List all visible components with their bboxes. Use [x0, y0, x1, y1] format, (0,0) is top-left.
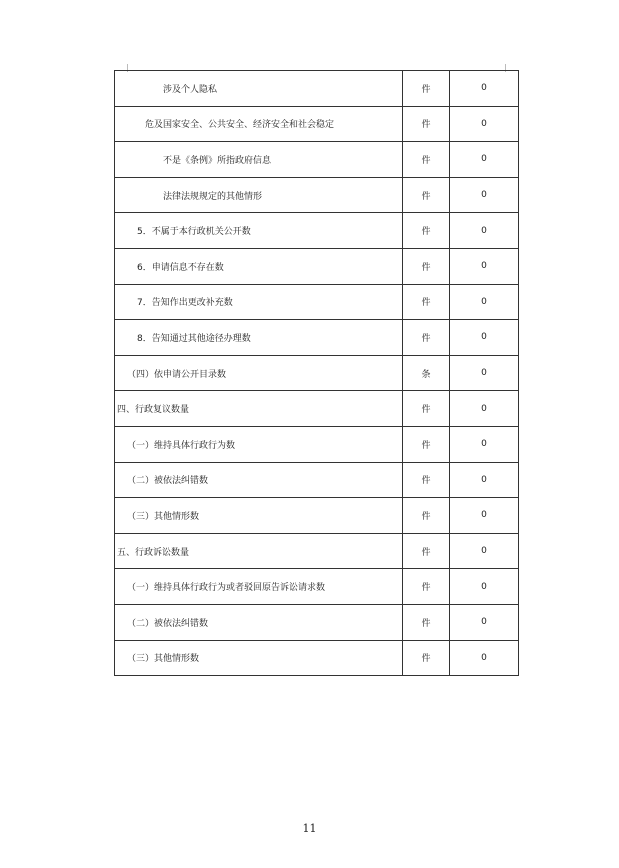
- row-value: 0: [450, 391, 519, 427]
- row-unit: 件: [403, 320, 450, 356]
- row-unit: 件: [403, 106, 450, 142]
- table-row: [115, 142, 519, 178]
- row-value: 0: [450, 604, 519, 640]
- statistics-table-body: [115, 71, 519, 676]
- table-row: [115, 533, 519, 569]
- row-value: 0: [450, 177, 519, 213]
- row-unit: 件: [403, 177, 450, 213]
- row-value: 0: [450, 106, 519, 142]
- row-unit: 件: [403, 498, 450, 534]
- row-value: 0: [450, 355, 519, 391]
- table-row: [115, 213, 519, 249]
- table-row: [115, 640, 519, 676]
- row-unit: 件: [403, 640, 450, 676]
- row-unit: 件: [403, 391, 450, 427]
- row-item-label: 7．告知作出更改补充数: [115, 284, 403, 320]
- row-value: 0: [450, 284, 519, 320]
- row-unit: 件: [403, 142, 450, 178]
- row-item-label: （一）维持具体行政行为数: [115, 426, 403, 462]
- table-row: [115, 320, 519, 356]
- table-row: [115, 462, 519, 498]
- row-value: 0: [450, 142, 519, 178]
- row-item-label: （一）维持具体行政行为或者驳回原告诉讼请求数: [115, 569, 403, 605]
- row-item-label: 四、行政复议数量: [115, 391, 403, 427]
- row-value: 0: [450, 248, 519, 284]
- row-item-label: 5．不属于本行政机关公开数: [115, 213, 403, 249]
- row-unit: 件: [403, 284, 450, 320]
- row-value: 0: [450, 71, 519, 107]
- row-item-label: 6．申请信息不存在数: [115, 248, 403, 284]
- table-row: [115, 284, 519, 320]
- row-value: 0: [450, 213, 519, 249]
- row-value: 0: [450, 533, 519, 569]
- table-row: [115, 177, 519, 213]
- row-item-label: 不是《条例》所指政府信息: [115, 142, 403, 178]
- row-value: 0: [450, 498, 519, 534]
- row-value: 0: [450, 462, 519, 498]
- row-value: 0: [450, 569, 519, 605]
- table-row: [115, 71, 519, 107]
- row-item-label: 危及国家安全、公共安全、经济安全和社会稳定: [115, 106, 403, 142]
- row-unit: 件: [403, 248, 450, 284]
- row-item-label: 涉及个人隐私: [115, 71, 403, 107]
- row-value: 0: [450, 320, 519, 356]
- row-value: 0: [450, 426, 519, 462]
- row-unit: 件: [403, 569, 450, 605]
- row-unit: 件: [403, 213, 450, 249]
- row-item-label: （二）被依法纠错数: [115, 604, 403, 640]
- row-unit: 件: [403, 71, 450, 107]
- table-row: [115, 426, 519, 462]
- table-row: [115, 106, 519, 142]
- row-unit: 件: [403, 462, 450, 498]
- table-row: [115, 355, 519, 391]
- row-item-label: （二）被依法纠错数: [115, 462, 403, 498]
- row-item-label: （三）其他情形数: [115, 498, 403, 534]
- row-unit: 件: [403, 533, 450, 569]
- row-item-label: 法律法规规定的其他情形: [115, 177, 403, 213]
- row-item-label: 五、行政诉讼数量: [115, 533, 403, 569]
- row-unit: 件: [403, 604, 450, 640]
- table-row: [115, 569, 519, 605]
- table-row: [115, 498, 519, 534]
- row-item-label: 8．告知通过其他途径办理数: [115, 320, 403, 356]
- table-row: [115, 391, 519, 427]
- row-value: 0: [450, 640, 519, 676]
- row-item-label: （四）依申请公开目录数: [115, 355, 403, 391]
- statistics-table: [114, 70, 519, 676]
- row-unit: 条: [403, 355, 450, 391]
- table-row: [115, 604, 519, 640]
- row-item-label: （三）其他情形数: [115, 640, 403, 676]
- row-unit: 件: [403, 426, 450, 462]
- table-row: [115, 248, 519, 284]
- page-number: 11: [302, 822, 317, 835]
